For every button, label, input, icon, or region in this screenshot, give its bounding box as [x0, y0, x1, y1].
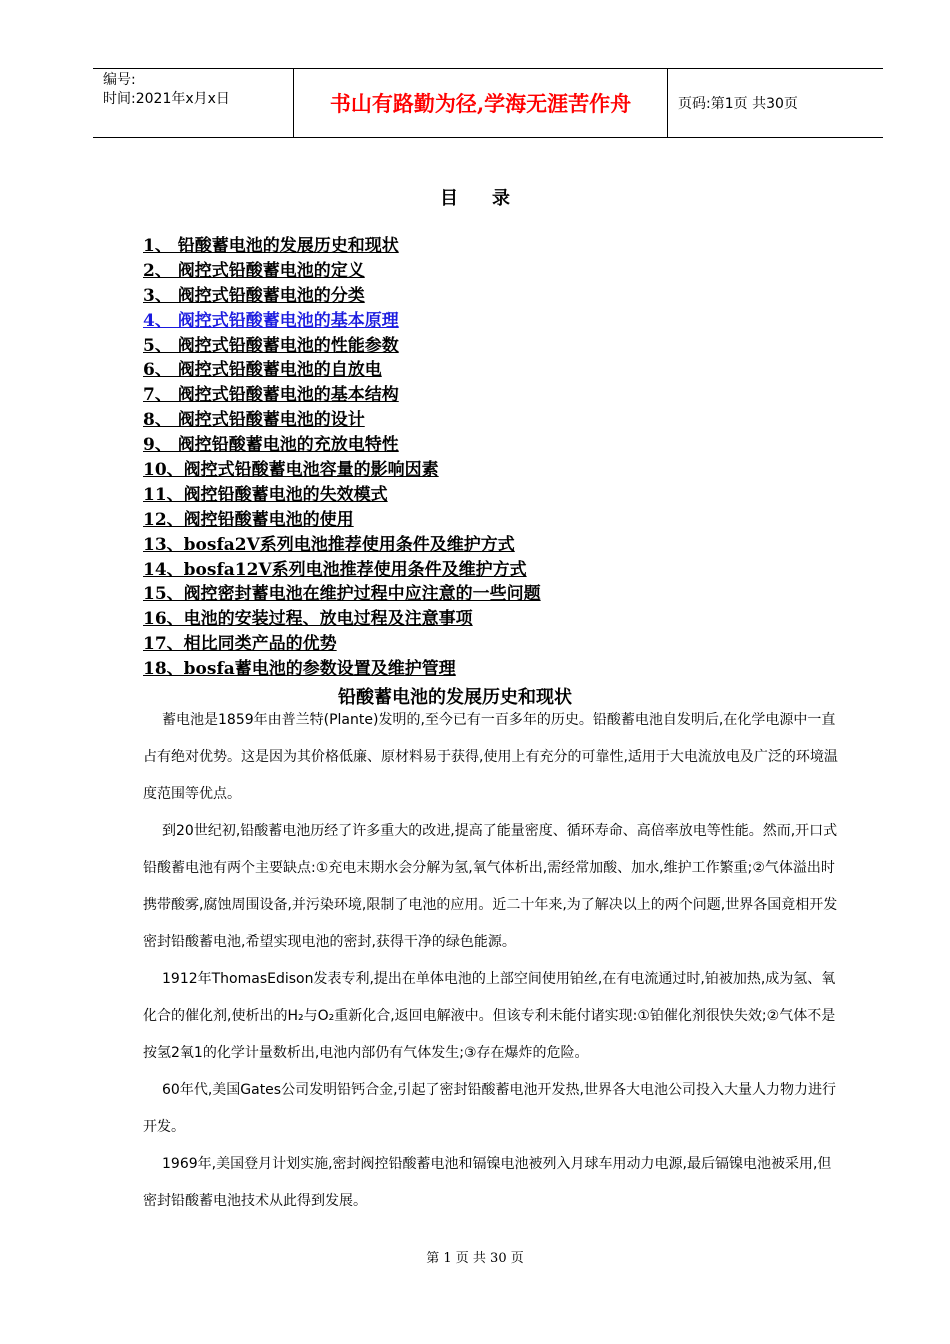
- toc-item: [143, 632, 541, 657]
- toc-link-4[interactable]: 4、 阀控式铅酸蓄电池的基本原理: [143, 310, 399, 331]
- header-page-info: 页码:第1页 共30页: [678, 96, 798, 112]
- toc-item: [143, 234, 541, 259]
- toc-link-14[interactable]: 14、bosfa12V系列电池推荐使用条件及维护方式: [143, 559, 527, 580]
- toc-link-7[interactable]: 7、 阀控式铅酸蓄电池的基本结构: [143, 385, 399, 406]
- toc-item: [143, 657, 541, 682]
- toc-item: [143, 558, 541, 583]
- header-motto: 书山有路勤为径,学海无涯苦作舟: [329, 91, 632, 116]
- header-motto-cell: [294, 69, 668, 137]
- toc-link-3[interactable]: 3、 阀控式铅酸蓄电池的分类: [143, 285, 365, 306]
- body-paragraph: 60年代,美国Gates公司发明铅钙合金,引起了密封铅酸蓄电池开发热,世界各大电池公司投入大量人力物力进行开发。: [143, 1082, 836, 1135]
- toc-item: [143, 358, 541, 383]
- page-header: [93, 68, 883, 138]
- toc-link-15[interactable]: 15、阀控密封蓄电池在维护过程中应注意的一些问题: [143, 584, 541, 605]
- header-page-cell: [668, 69, 883, 137]
- toc-link-6[interactable]: 6、 阀控式铅酸蓄电池的自放电: [143, 360, 382, 381]
- body-paragraph: 1969年,美国登月计划实施,密封阀控铅酸蓄电池和镉镍电池被列入月球车用动力电源,最后镉镍电池被采用,但密封铅酸蓄电池技术从此得到发展。: [143, 1156, 832, 1209]
- toc-item: [143, 334, 541, 359]
- toc-title: 目录: [440, 188, 544, 209]
- toc-item: [143, 533, 541, 558]
- section-body: [143, 702, 843, 1220]
- toc-item: [143, 433, 541, 458]
- body-paragraph: 蓄电池是1859年由普兰特(Plante)发明的,至今已有一百多年的历史。铅酸蓄电池自发明后,在化学电源中一直占有绝对优势。这是因为其价格低廉、原材料易于获得,使用上有充分的可靠性,适用于大电流放电及广泛的环境温度范围等优点。: [143, 712, 838, 802]
- toc-link-2[interactable]: 2、 阀控式铅酸蓄电池的定义: [143, 260, 365, 281]
- toc-link-1[interactable]: 1、 铅酸蓄电池的发展历史和现状: [143, 236, 399, 256]
- toc-link-12[interactable]: 12、阀控铅酸蓄电池的使用: [143, 509, 354, 530]
- body-paragraph: 1912年ThomasEdison发表专利,提出在单体电池的上部空间使用铂丝,在有电流通过时,铂被加热,成为氢、氧化合的催化剂,使析出的H₂与O₂重新化合,返回电解液中。但该专利未能付诸实现:①铂催化剂很快失效;②气体不是按氢2氧1的化学计量数析出,电池内部仍有气体发生;③存在爆炸的危险。: [143, 971, 836, 1061]
- toc-item: [143, 508, 541, 533]
- toc-item: [143, 458, 541, 483]
- toc-link-5[interactable]: 5、 阀控式铅酸蓄电池的性能参数: [143, 335, 399, 356]
- toc-link-9[interactable]: 9、 阀控铅酸蓄电池的充放电特性: [143, 435, 399, 456]
- toc-link-10[interactable]: 10、阀控式铅酸蓄电池容量的影响因素: [143, 460, 439, 481]
- toc-item: [143, 383, 541, 408]
- toc-item: [143, 309, 541, 334]
- toc-link-16[interactable]: 16、电池的安装过程、放电过程及注意事项: [143, 609, 473, 630]
- toc-link-17[interactable]: 17、相比同类产品的优势: [143, 634, 337, 655]
- toc-item: [143, 483, 541, 508]
- toc-item: [143, 607, 541, 632]
- section-heading: 铅酸蓄电池的发展历史和现状: [338, 687, 572, 708]
- toc-link-18[interactable]: 18、bosfa蓄电池的参数设置及维护管理: [143, 659, 456, 680]
- document-number-label: 编号:: [103, 72, 136, 88]
- page-footer: 第 1 页 共 30 页: [426, 1251, 524, 1266]
- toc-link-13[interactable]: 13、bosfa2V系列电池推荐使用条件及维护方式: [143, 534, 515, 555]
- toc-link-8[interactable]: 8、 阀控式铅酸蓄电池的设计: [143, 410, 365, 431]
- document-time-label: 时间:2021年x月x日: [103, 91, 230, 107]
- toc-link-11[interactable]: 11、阀控铅酸蓄电池的失效模式: [143, 484, 388, 505]
- toc-item: [143, 284, 541, 309]
- toc-item: [143, 582, 541, 607]
- toc-item: [143, 259, 541, 284]
- header-meta: [93, 69, 294, 137]
- body-paragraph: 到20世纪初,铅酸蓄电池历经了许多重大的改进,提高了能量密度、循环寿命、高倍率放电等性能。然而,开口式铅酸蓄电池有两个主要缺点:①充电末期水会分解为氢,氧气体析出,需经常加酸、加水,维护工作繁重;②气体溢出时携带酸雾,腐蚀周围设备,并污染环境,限制了电池的应用。近二十年来,为了解决以上的两个问题,世界各国竟相开发密封铅酸蓄电池,希望实现电池的密封,获得干净的绿色能源。: [143, 823, 838, 950]
- table-of-contents: [143, 234, 541, 682]
- toc-item: [143, 408, 541, 433]
